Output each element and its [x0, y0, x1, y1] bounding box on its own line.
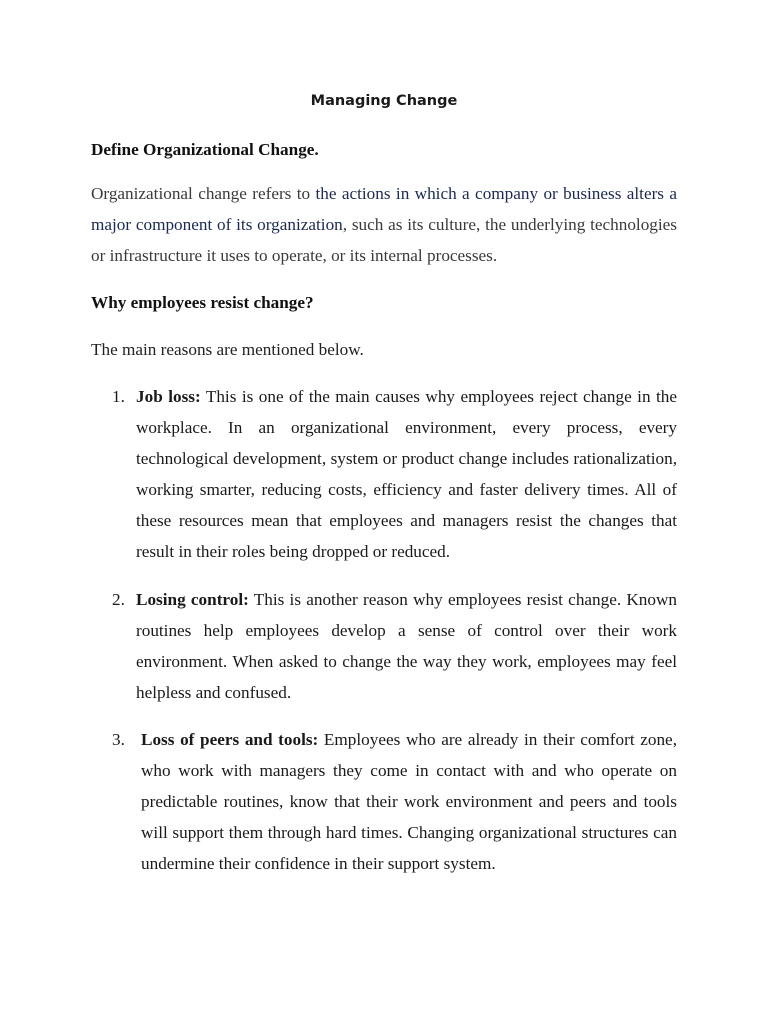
definition-text-end: , such as its culture, the underlying technologies or infrastructure it uses to operate, or its internal processes.	[91, 215, 677, 265]
definition-text-start: Organizational change refers to	[91, 184, 316, 203]
list-item-body	[141, 724, 677, 879]
list-item-label: Loss of peers and tools:	[141, 730, 319, 749]
list-item-label: Job loss:	[136, 387, 201, 406]
intro-paragraph: The main reasons are mentioned below.	[91, 340, 364, 359]
list-item-body	[136, 381, 677, 567]
section-heading-resist: Why employees resist change?	[91, 293, 314, 312]
definition-paragraph	[91, 178, 677, 271]
list-item-text: This is one of the main causes why employees reject change in the workplace. In an organizational environment, every process, every technological development, system or product change includes rationalization, working smarter, reducing costs, efficiency and faster delivery times. All of these resources mean that employees and managers resist the changes that result in their roles being dropped or reduced.	[136, 387, 678, 561]
list-item-number: 3.	[112, 730, 125, 749]
page-title: Managing Change	[310, 93, 458, 109]
list-item-label: Losing control:	[136, 590, 249, 609]
list-item-number: 1.	[112, 387, 125, 406]
list-item-body	[136, 584, 677, 708]
definition-text-highlight: the actions in which a company or business alters a major component of its organization	[91, 184, 677, 234]
list-item-text: This is another reason why employees resist change. Known routines help employees develop a sense of control over their work environment. When asked to change the way they work, employees may feel helpless and confused.	[136, 590, 677, 702]
list-item-text: Employees who are already in their comfort zone, who work with managers they come in contact with and who operate on predictable routines, know that their work environment and peers and tools will support them through hard times. Changing organizational structures can undermine their confidence in their support system.	[141, 730, 677, 873]
list-item-number: 2.	[112, 590, 125, 609]
section-heading-define: Define Organizational Change.	[91, 140, 319, 159]
